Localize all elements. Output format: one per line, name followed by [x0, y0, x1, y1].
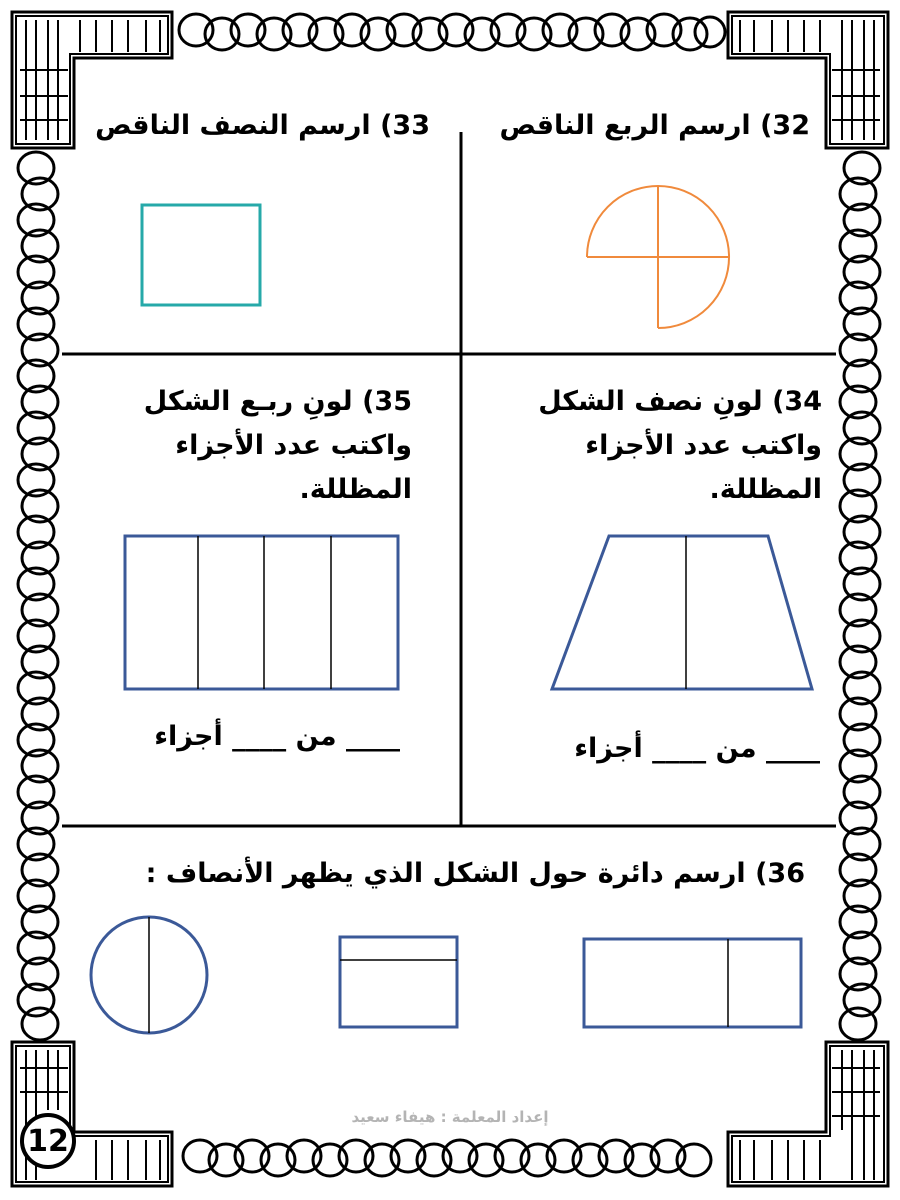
- question-36-text: ارسم دائرة حول الشكل الذي يظهر الأنصاف :: [145, 858, 746, 889]
- author-credit: إعداد المعلمة : هيفاء سعيد: [351, 1108, 549, 1126]
- rectangle-halves-shape[interactable]: [584, 939, 801, 1027]
- question-34-answer-blank[interactable]: ____ من ____ أجزاء: [574, 733, 820, 764]
- rectangle-unequal-parts-shape[interactable]: [340, 937, 457, 1027]
- question-34-line-1: [500, 380, 822, 424]
- question-35-line-1: [90, 380, 412, 424]
- question-36-number: 36): [755, 858, 805, 889]
- corner-bottom-right: [728, 1042, 888, 1186]
- bottom-chain-border: [183, 1140, 711, 1176]
- question-32: [480, 104, 810, 148]
- question-35-line-3: المظللة.: [299, 474, 412, 505]
- half-rectangle-shape: [142, 205, 260, 305]
- page-number: 12: [27, 1124, 69, 1159]
- question-35-text-1: لونِ ربـع الشكل: [143, 386, 353, 417]
- rectangle-four-parts-shape: [125, 536, 398, 689]
- question-35-number: 35): [362, 386, 412, 417]
- question-35-line-2: واكتب عدد الأجزاء: [175, 430, 412, 461]
- circle-halves-shape[interactable]: [91, 917, 207, 1033]
- question-32-number: 32): [760, 110, 810, 141]
- left-chain-border: [18, 152, 58, 1040]
- question-32-text: ارسم الربع الناقص: [499, 110, 751, 141]
- question-34-number: 34): [772, 386, 822, 417]
- top-chain-border: [179, 14, 725, 50]
- question-34-text-1: لونِ نصف الشكل: [538, 386, 763, 417]
- question-34-line-3: المظللة.: [709, 474, 822, 505]
- three-quarter-circle-shape: [587, 186, 729, 328]
- question-33-text: ارسم النصف الناقص: [95, 110, 371, 141]
- question-34-line-2: واكتب عدد الأجزاء: [585, 430, 822, 461]
- question-35-answer-blank[interactable]: ____ من ____ أجزاء: [154, 721, 400, 752]
- question-34: [500, 380, 822, 512]
- question-33-number: 33): [380, 110, 430, 141]
- trapezoid-shape: [552, 536, 812, 689]
- question-36: [145, 852, 805, 896]
- question-35: [90, 380, 412, 512]
- right-chain-border: [840, 152, 880, 1040]
- question-33: [80, 104, 430, 148]
